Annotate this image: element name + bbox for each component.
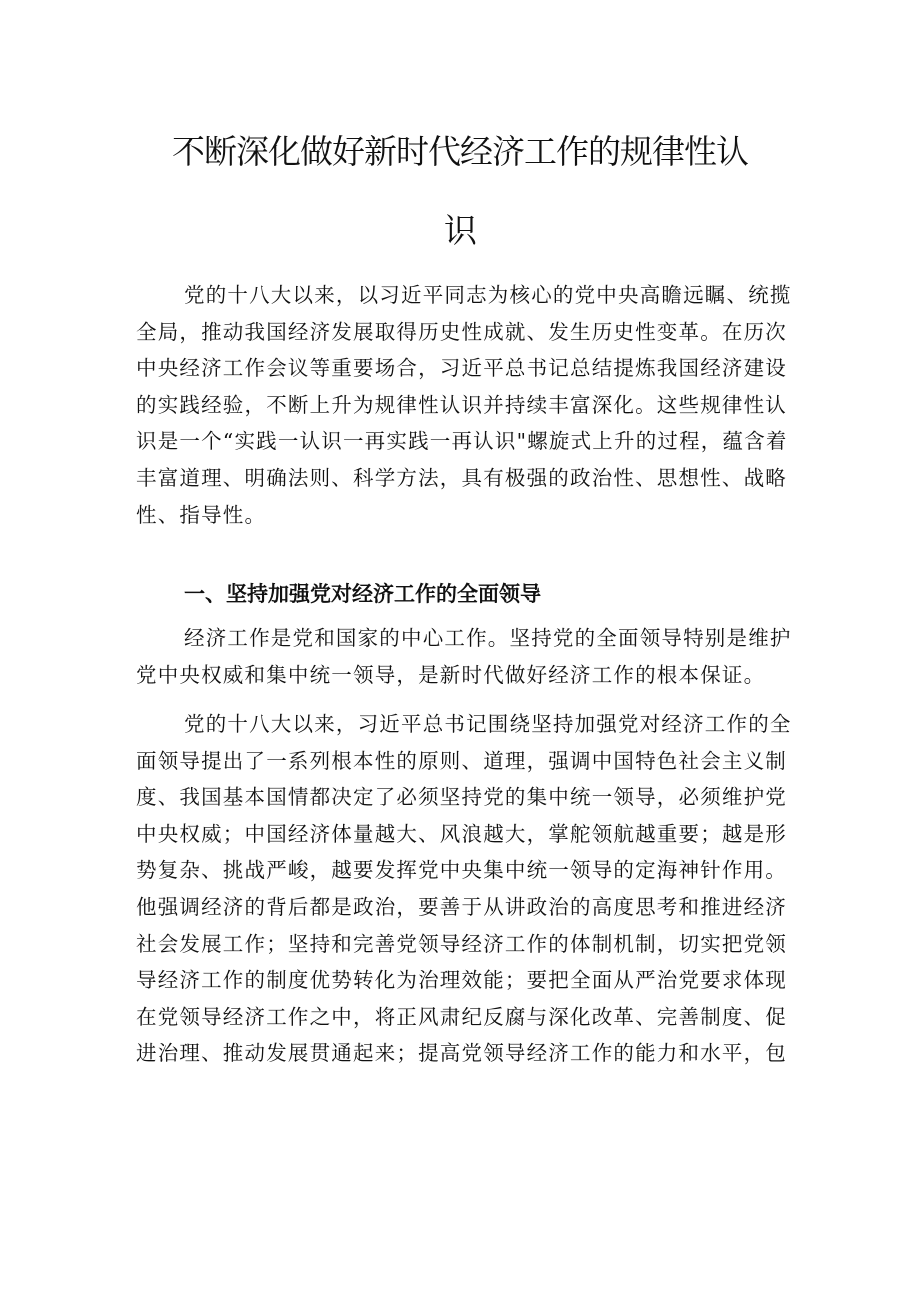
section-paragraph-2 (136, 706, 792, 1072)
paragraph-line: 社会发展工作；坚持和完善党领导经济工作的体制机制，切实把党领 (136, 931, 787, 956)
paragraph-line: 丰富道理、明确法则、科学方法，具有极强的政治性、思想性、战略 (136, 465, 787, 490)
paragraph-line: 党的十八大以来，以习近平同志为核心的党中央高瞻远瞩、统揽 (184, 283, 792, 307)
paragraph-line: 全局，推动我国经济发展取得历史性成就、发生历史性变革。在历次 (136, 319, 787, 344)
paragraph-line: 中央经济工作会议等重要场合，习近平总书记总结提炼我国经济建设 (136, 356, 787, 381)
paragraph-line: 党的十八大以来，习近平总书记围绕坚持加强党对经济工作的全 (184, 712, 792, 736)
paragraph-line: 进治理、推动发展贯通起来；提高党领导经济工作的能力和水平，包 (136, 1041, 787, 1066)
paragraph-line: 经济工作是党和国家的中心工作。坚持党的全面领导特别是维护 (184, 626, 792, 650)
paragraph-line: 党中央权威和集中统一领导，是新时代做好经济工作的根本保证。 (136, 662, 766, 687)
paragraph-line: 势复杂、挑战严峻，越要发挥党中央集中统一领导的定海神针作用。 (136, 858, 787, 883)
paragraph-line: 的实践经验，不断上升为规律性认识并持续丰富深化。这些规律性认 (136, 392, 787, 417)
paragraph-line: 他强调经济的背后都是政治，要善于从讲政治的高度思考和推进经济 (136, 894, 787, 919)
paragraph-line: 度、我国基本国情都决定了必须坚持党的集中统一领导，必须维护党 (136, 785, 787, 810)
document-title-line-2: 识 (444, 211, 476, 250)
section-heading: 一、坚持加强党对经济工作的全面领导 (184, 582, 541, 606)
paragraph-line: 面领导提出了一系列根本性的原则、道理，强调中国特色社会主义制 (136, 748, 787, 773)
paragraph-line: 导经济工作的制度优势转化为治理效能；要把全面从严治党要求体现 (136, 968, 787, 993)
intro-paragraph (136, 277, 792, 533)
paragraph-line: 在党领导经济工作之中，将正风肃纪反腐与深化改革、完善制度、促 (136, 1004, 787, 1029)
paragraph-line: 中央权威；中国经济体量越大、风浪越大，掌舵领航越重要；越是形 (136, 821, 787, 846)
section-paragraph-1 (136, 620, 792, 693)
paragraph-line: 性、指导性。 (136, 502, 267, 527)
document-title-line-1: 不断深化做好新时代经济工作的规律性认 (172, 132, 748, 171)
paragraph-line: 识是一个“实践一认识一再实践一再认识"螺旋式上升的过程，蕴含着 (136, 429, 788, 454)
